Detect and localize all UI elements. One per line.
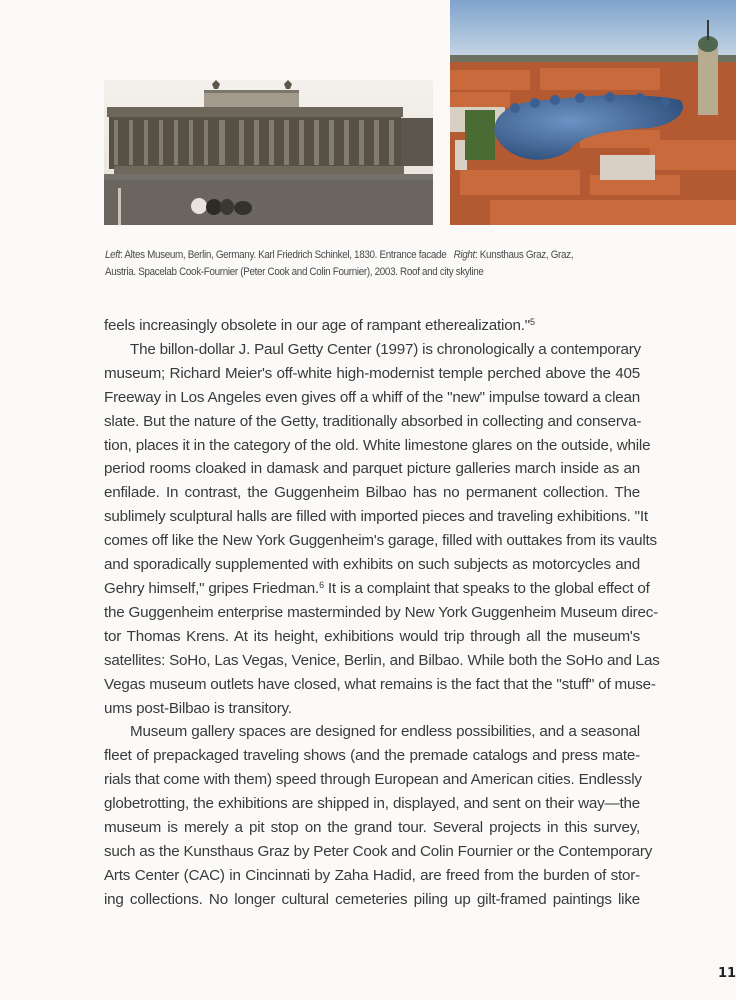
kunsthaus-graz-photo <box>450 0 736 225</box>
text-line: ums post-Bilbao is transitory. <box>104 699 292 717</box>
text-line: The billon-dollar J. Paul Getty Center (1997) is chronologically a contemporary <box>130 340 641 358</box>
paragraph-getty <box>104 338 660 721</box>
altes-museum-photo <box>104 80 433 225</box>
text-line: fleet of prepackaged traveling shows (and the premade catalogs and press mate- <box>104 747 640 765</box>
text-line: tor Thomas Krens. At its height, exhibitions would trip through all the museum's <box>104 627 640 645</box>
text-line: such as the Kunsthaus Graz by Peter Cook and Colin Fournier or the Contemporary <box>104 842 653 860</box>
text-line: slate. But the nature of the Getty, traditionally absorbed in collecting and conserva- <box>104 412 642 430</box>
altes-museum-image <box>104 80 433 225</box>
text-line: satellites: SoHo, Las Vegas, Venice, Berlin, and Bilbao. While both the SoHo and Las <box>104 651 660 669</box>
text-line: enfilade. In contrast, the Guggenheim Bilbao has no permanent collection. The <box>104 484 640 502</box>
page-number: 11 <box>718 966 736 981</box>
text-line: tion, places it in the category of the old. White limestone glares on the outside, while <box>104 436 651 454</box>
text-line: Vegas museum outlets have closed, what remains is the fact that the "stuff" of muse- <box>104 675 656 693</box>
caption-left-label: Left <box>105 249 121 261</box>
caption-line-1 <box>105 247 607 264</box>
kunsthaus-graz-image <box>450 0 736 225</box>
text-line: ing collections. No longer cultural cemeteries piling up gilt-framed paintings like <box>104 890 640 908</box>
paragraph-continuation: feels increasingly obsolete in our age of rampant etherealization."$^5$ <box>104 317 535 334</box>
body-text <box>104 314 660 912</box>
text-line: museum is merely a pit stop on the grand tour. Several projects in this survey, <box>104 819 640 837</box>
text-line: museum; Richard Meier's off-white high-modernist temple perched above the 405 <box>104 364 640 382</box>
text-line: Museum gallery spaces are designed for endless possibilities, and a seasonal <box>130 723 640 741</box>
caption-right-label: Right <box>453 249 475 261</box>
caption-left-text: : Altes Museum, Berlin, Germany. Karl Friedrich Schinkel, 1830. Entrance facade <box>120 249 447 261</box>
text-line: Gehry himself," gripes Friedman.$^6$ It is a complaint that speaks to the global effect of <box>104 579 650 597</box>
caption-right-text: : Kunsthaus Graz, Graz, <box>474 249 574 261</box>
text-line: Freeway in Los Angeles even gives off a whiff of the "new" impulse toward a clean <box>104 388 640 406</box>
paragraph-gallery-spaces <box>104 720 653 911</box>
text-line: period rooms cloaked in damask and parquet picture galleries march inside as an <box>104 460 640 478</box>
figure-caption <box>105 247 607 281</box>
text-line: and sporadically supplemented with exhibits on such subjects as motorcycles and <box>104 556 640 574</box>
caption-line-2: Austria. Spacelab Cook-Fournier (Peter Cook and Colin Fournier), 2003. Roof and city skyline <box>105 266 484 278</box>
footnote-ref-6: 6 <box>319 579 324 590</box>
text-line: rials that come with them) speed through European and American cities. Endlessly <box>104 771 642 789</box>
text-line: Arts Center (CAC) in Cincinnati by Zaha Hadid, are freed from the burden of stor- <box>104 866 640 884</box>
text-line: globetrotting, the exhibitions are shipped in, displayed, and sent on their way—the <box>104 795 640 813</box>
footnote-ref-5: 5 <box>529 317 535 327</box>
text-line: sublimely sculptural halls are filled with imported pieces and traveling exhibitions. "It <box>104 508 648 526</box>
text-line: comes off like the New York Guggenheim's garage, filled with outtakes from its vaults <box>104 532 657 550</box>
text-line: the Guggenheim enterprise masterminded by New York Guggenheim Museum direc- <box>104 603 658 621</box>
